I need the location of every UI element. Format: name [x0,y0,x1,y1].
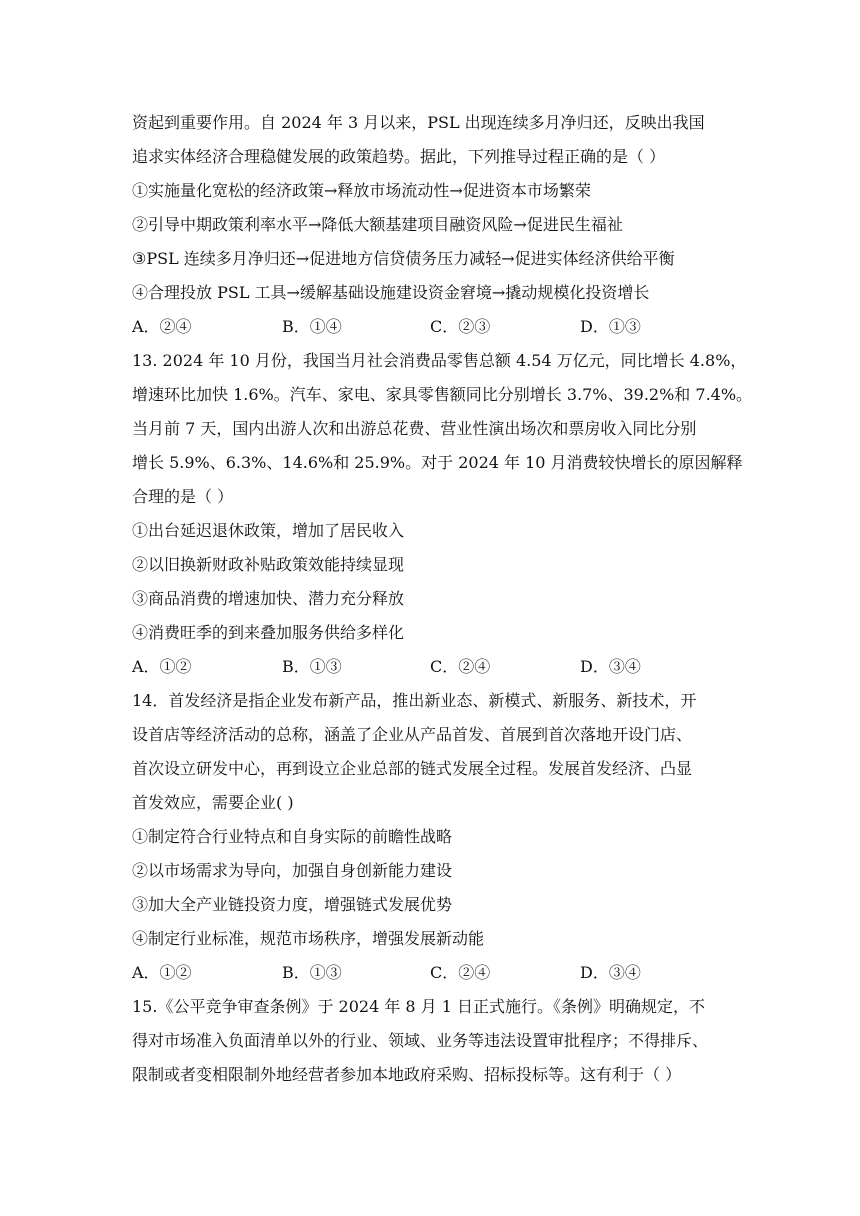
option-statement: ④消费旺季的到来叠加服务供给多样化 [132,623,405,642]
choice-a: A．①② [132,963,192,982]
question-14-text: 14．首发经济是指企业发布新产品，推出新业态、新模式、新服务、新技术，开 [132,691,697,710]
text-line: 资起到重要作用。自 2024 年 3 月以来，PSL 出现连续多月净归还，反映出我国 [132,113,705,132]
option-statement: ④合理投放 PSL 工具→缓解基础设施建设资金窘境→撬动规模化投资增长 [132,283,650,302]
choice-d: D．③④ [580,963,641,982]
choice-c: C．②④ [430,657,491,676]
option-statement: ③加大全产业链投资力度，增强链式发展优势 [132,895,453,914]
option-statement: ③PSL 连续多月净归还→促进地方信贷债务压力减轻→促进实体经济供给平衡 [132,249,675,268]
text-line: 追求实体经济合理稳健发展的政策趋势。据此，下列推导过程正确的是（ ） [132,147,666,166]
choice-c: C．②④ [430,963,491,982]
option-statement: ②引导中期政策利率水平→降低大额基建项目融资风险→促进民生福祉 [132,215,623,234]
choice-d: D．③④ [580,657,641,676]
option-statement: ①出台延迟退休政策，增加了居民收入 [132,521,405,540]
choice-c: C．②③ [430,317,491,336]
choice-b: B．①③ [282,657,342,676]
text-line: 增长 5.9%、6.3%、14.6%和 25.9%。对于 2024 年 10 月消费较快增长的原因解释 [132,453,743,472]
option-statement: ②以市场需求为导向，加强自身创新能力建设 [132,861,453,880]
text-line: 设首店等经济活动的总称，涵盖了企业从产品首发、首展到首次落地开设门店、 [132,725,693,744]
choice-a: A．②④ [132,317,192,336]
option-statement: ①制定符合行业特点和自身实际的前瞻性战略 [132,827,453,846]
option-statement: ①实施量化宽松的经济政策→释放市场流动性→促进资本市场繁荣 [132,181,591,200]
text-line: 当月前 7 天，国内出游人次和出游总花费、营业性演出场次和票房收入同比分别 [132,419,697,438]
option-statement: ④制定行业标准，规范市场秩序，增强发展新动能 [132,929,485,948]
question-13-text: 13. 2024 年 10 月份，我国当月社会消费品零售总额 4.54 万亿元，同比增长 4.8%， [132,351,747,370]
choice-b: B．①③ [282,963,342,982]
text-line: 首发效应，需要企业( ) [132,793,294,812]
text-line: 限制或者变相限制外地经营者参加本地政府采购、招标投标等。这有利于（ ） [132,1065,682,1084]
text-line: 得对市场准入负面清单以外的行业、领域、业务等违法设置审批程序；不得排斥、 [132,1031,709,1050]
choice-b: B．①④ [282,317,342,336]
option-statement: ③商品消费的增速加快、潜力充分释放 [132,589,405,608]
text-line: 增速环比加快 1.6%。汽车、家电、家具零售额同比分别增长 3.7%、39.2%和 7.4%。 [132,385,753,404]
text-line: 首次设立研发中心，再到设立企业总部的链式发展全过程。发展首发经济、凸显 [132,759,693,778]
question-15-text: 15.《公平竞争审查条例》于 2024 年 8 月 1 日正式施行。《条例》明确规定，不 [132,997,706,1016]
option-statement: ②以旧换新财政补贴政策效能持续显现 [132,555,405,574]
choice-a: A．①② [132,657,192,676]
choice-d: D．①③ [580,317,641,336]
text-line: 合理的是（ ） [132,487,234,506]
